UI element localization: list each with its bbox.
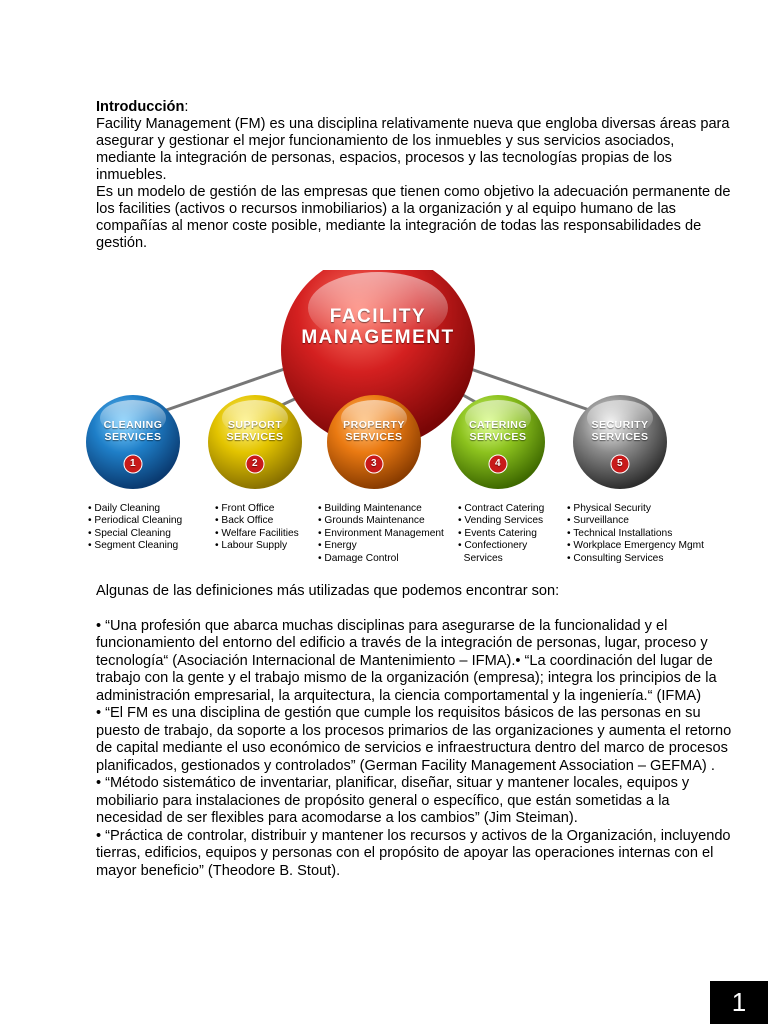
intro-heading-colon: : — [184, 99, 189, 115]
list-item: • Labour Supply — [215, 540, 299, 552]
number-3: 3 — [370, 458, 378, 469]
cleaning-label — [88, 419, 178, 443]
definition-4: • “Práctica de controlar, distribuir y mantener los recursos y activos de la Organización, incluyendo tierras, edificios, equipos y personas con el propósito de apoyar las operaciones internas con el mayor beneficio” (Theodore B. Stout). — [96, 827, 731, 879]
list-item: • Physical Security — [567, 503, 704, 515]
list-item: • Surveillance — [567, 515, 704, 527]
support-label — [210, 419, 300, 443]
list-item: • Segment Cleaning — [88, 540, 182, 552]
list-item: • Vending Services — [458, 515, 544, 527]
list-item: • Consulting Services — [567, 553, 704, 565]
property-label — [329, 419, 419, 443]
paragraph-gap — [96, 601, 736, 618]
main-ball-label — [278, 306, 478, 348]
list-item: • Daily Cleaning — [88, 503, 182, 515]
definitions-lead: Algunas de las definiciones más utilizadas que podemos encontrar son: — [96, 583, 560, 599]
security-items — [567, 503, 704, 565]
security-line1: SECURITY — [591, 419, 649, 431]
main-label-line2: MANAGEMENT — [301, 327, 455, 348]
list-item: • Grounds Maintenance — [318, 515, 444, 527]
list-item: • Confectionery — [458, 540, 544, 552]
list-item: • Events Catering — [458, 528, 544, 540]
cleaning-line1: CLEANING — [103, 419, 163, 431]
introduction-section — [96, 99, 736, 252]
intro-heading: Introducción — [96, 99, 185, 115]
list-item: • Technical Installations — [567, 528, 704, 540]
number-4: 4 — [494, 458, 502, 469]
page-number: 1 — [710, 981, 768, 1024]
list-item: • Building Maintenance — [318, 503, 444, 515]
list-item: • Damage Control — [318, 553, 444, 565]
definition-1: • “Una profesión que abarca muchas disciplinas para asegurarse de la funcionalidad y el funcionamiento del entorno del edificio a través de la integración de personas, lugar, proceso y tecnología“ (Asociación Internacional de Mantenimiento – IFMA).• “La coordinación del lugar de trabajo con la gente y el trabajo mismo de la organización (empresa); integra los principios de la administración empresarial, la arquitectura, la ciencia comportamental y la ingeniería.“ (IFMA) — [96, 617, 717, 704]
security-label — [575, 419, 665, 443]
list-item: • Contract Catering — [458, 503, 544, 515]
definition-2: • “El FM es una disciplina de gestión que cumple los requisitos básicos de las personas en su puesto de trabajo, da soporte a los procesos primarios de las organizaciones y aumenta el retorno de capital mediante el uso económico de servicios e infraestructura dentro del marco de procesos planificados, gestionados y controlados” (German Facility Management Association – GEFMA) . — [96, 705, 732, 774]
list-item: • Special Cleaning — [88, 528, 182, 540]
list-item: • Energy — [318, 540, 444, 552]
catering-items — [458, 503, 544, 565]
list-item: • Periodical Cleaning — [88, 515, 182, 527]
support-line1: SUPPORT — [227, 419, 283, 431]
support-line2: SERVICES — [226, 431, 284, 443]
intro-text-1: Facility Management (FM) es una disciplina relativamente nueva que engloba diversas áreas para asegurar y gestionar el mejor funcionamiento de los inmuebles y sus servicios asociados, mediante la integración de personas, espacios, procesos y las tecnologías propias de los inmuebles. — [96, 116, 730, 183]
property-line2: SERVICES — [345, 431, 403, 443]
main-label-line1: FACILITY — [329, 306, 427, 327]
list-item: • Environment Management — [318, 528, 444, 540]
list-item: • Workplace Emergency Mgmt — [567, 540, 704, 552]
cleaning-items — [88, 503, 182, 553]
number-1: 1 — [129, 458, 137, 469]
number-2: 2 — [251, 458, 259, 469]
property-line1: PROPERTY — [343, 419, 405, 431]
list-item: • Back Office — [215, 515, 299, 527]
list-item: • Front Office — [215, 503, 299, 515]
intro-para-1 — [96, 99, 736, 184]
catering-label — [453, 419, 543, 443]
definition-3: • “Método sistemático de inventariar, planificar, diseñar, situar y mantener locales, equipos y mobiliario para instalaciones de propósito general o específico, que están sometidas a la necesidad de ser flexibles para acomodarse a los cambios” (Jim Steiman). — [96, 775, 690, 826]
cleaning-line2: SERVICES — [104, 431, 162, 443]
catering-line2: SERVICES — [469, 431, 527, 443]
list-item: • Welfare Facilities — [215, 528, 299, 540]
facility-management-diagram — [84, 270, 724, 570]
support-items — [215, 503, 299, 553]
definitions-section — [96, 583, 736, 880]
property-items — [318, 503, 444, 565]
intro-para-2: Es un modelo de gestión de las empresas que tienen como objetivo la adecuación permanente de los facilities (activos o recursos inmobiliarios) a la organización y al equipo humano de las compañías al menor coste posible, mediante la integración de todas las responsabilidades de gestión. — [96, 184, 731, 251]
security-line2: SERVICES — [591, 431, 649, 443]
catering-line1: CATERING — [468, 419, 528, 431]
list-item: Services — [463, 552, 503, 564]
number-5: 5 — [616, 458, 624, 469]
